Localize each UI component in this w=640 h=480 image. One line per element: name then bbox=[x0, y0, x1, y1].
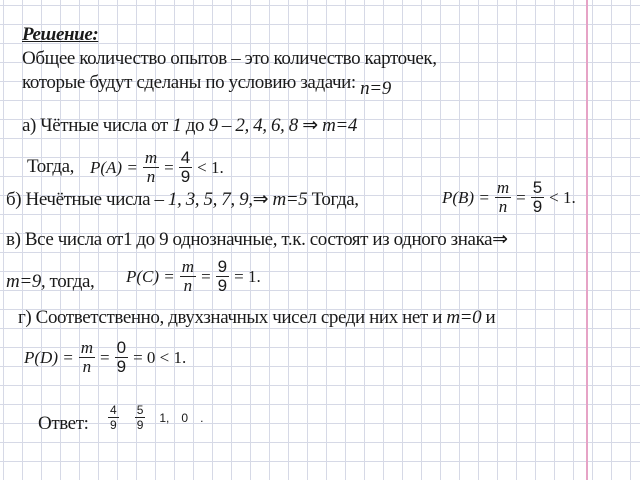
equals: = bbox=[100, 347, 110, 367]
fraction-value bbox=[179, 149, 192, 186]
part-b-then: Тогда, bbox=[307, 189, 359, 210]
part-c-m-line bbox=[6, 271, 94, 293]
pb-label: P(B) = bbox=[442, 187, 490, 207]
answer-fraction-2 bbox=[135, 403, 146, 432]
answer-fraction-1 bbox=[108, 403, 119, 432]
answer-value-4: 0 bbox=[181, 410, 189, 425]
n-value: n=9 bbox=[360, 78, 391, 99]
notebook-margin-line bbox=[586, 0, 588, 480]
pc-label: P(C) = bbox=[126, 266, 175, 286]
intro-line-1: Общее количество опытов – это количество карточек, bbox=[22, 48, 437, 69]
fraction-m-n bbox=[79, 339, 95, 376]
denominator: 9 bbox=[110, 418, 117, 432]
fraction-value bbox=[531, 179, 544, 216]
part-d-line bbox=[18, 307, 495, 329]
pa-tail: < 1. bbox=[197, 157, 224, 177]
numerator: 0 bbox=[116, 338, 127, 357]
denominator: n bbox=[498, 197, 508, 216]
fraction-m-n bbox=[180, 258, 196, 295]
formula-pa bbox=[90, 149, 224, 186]
part-d-m: m=0 bbox=[446, 307, 482, 328]
fraction-m-n bbox=[143, 149, 159, 186]
answer-value-3: 1, bbox=[159, 410, 170, 425]
intro-text: которые будут сделаны по условию задачи: bbox=[22, 72, 356, 93]
part-b-m: m=5 bbox=[272, 189, 308, 210]
part-c-line: в) Все числа от1 до 9 однозначные, т.к. состоят из одного знака⇒ bbox=[6, 229, 508, 250]
part-c-then: тогда, bbox=[45, 271, 95, 292]
part-b-text: б) Нечётные числа – bbox=[6, 189, 168, 210]
numerator: 5 bbox=[532, 178, 543, 197]
numerator: m bbox=[496, 178, 510, 197]
pd-label: P(D) = bbox=[24, 347, 74, 367]
denominator: 9 bbox=[116, 357, 127, 376]
denominator: 9 bbox=[217, 276, 228, 295]
pd-tail: = 0 < 1. bbox=[133, 347, 187, 367]
part-a-then: Тогда, bbox=[27, 156, 74, 177]
formula-pc bbox=[126, 258, 261, 295]
part-a-list: 9 – 2, 4, 6, 8 bbox=[208, 115, 298, 136]
fraction-value bbox=[216, 258, 229, 295]
part-a-mid: до bbox=[181, 115, 209, 136]
part-a-m: m=4 bbox=[322, 115, 357, 136]
denominator: 9 bbox=[532, 197, 543, 216]
equals: = bbox=[516, 187, 526, 207]
part-d-and: и bbox=[481, 307, 496, 328]
denominator: n bbox=[82, 357, 92, 376]
answer-values bbox=[106, 403, 203, 432]
part-a-from: 1 bbox=[172, 115, 182, 136]
implies-icon: ⇒ bbox=[297, 115, 323, 136]
part-b-line bbox=[6, 189, 359, 211]
part-d-text: г) Соответственно, двухзначных чисел среди них нет и bbox=[18, 307, 447, 328]
solution-heading: Решение: bbox=[22, 24, 99, 45]
part-b-list: 1, 3, 5, 7, 9, bbox=[167, 189, 253, 210]
answer-label: Ответ: bbox=[38, 413, 89, 434]
equals: = bbox=[164, 157, 174, 177]
numerator: m bbox=[144, 148, 158, 167]
pb-tail: < 1. bbox=[549, 187, 576, 207]
part-a-text: а) Чётные числа от bbox=[22, 115, 173, 136]
numerator: 4 bbox=[180, 148, 191, 167]
part-c-m: m=9, bbox=[6, 271, 46, 292]
numerator: m bbox=[80, 338, 93, 357]
answer-end: . bbox=[200, 410, 204, 425]
intro-line-2 bbox=[22, 72, 391, 99]
numerator: 9 bbox=[217, 257, 228, 276]
fraction-value bbox=[115, 339, 128, 376]
equals: = bbox=[201, 266, 211, 286]
numerator: 4 bbox=[110, 403, 117, 417]
implies-icon: ⇒ bbox=[252, 189, 273, 210]
numerator: m bbox=[181, 257, 195, 276]
pc-tail: = 1. bbox=[234, 266, 261, 286]
formula-pb bbox=[442, 179, 576, 216]
denominator: 9 bbox=[136, 418, 144, 432]
fraction-m-n bbox=[495, 179, 511, 216]
part-a-line bbox=[22, 115, 357, 137]
pa-label: P(A) = bbox=[90, 157, 138, 177]
denominator: n bbox=[183, 276, 193, 295]
formula-pd bbox=[24, 339, 186, 376]
numerator: 5 bbox=[136, 403, 144, 417]
denominator: n bbox=[146, 167, 156, 186]
denominator: 9 bbox=[180, 167, 191, 186]
